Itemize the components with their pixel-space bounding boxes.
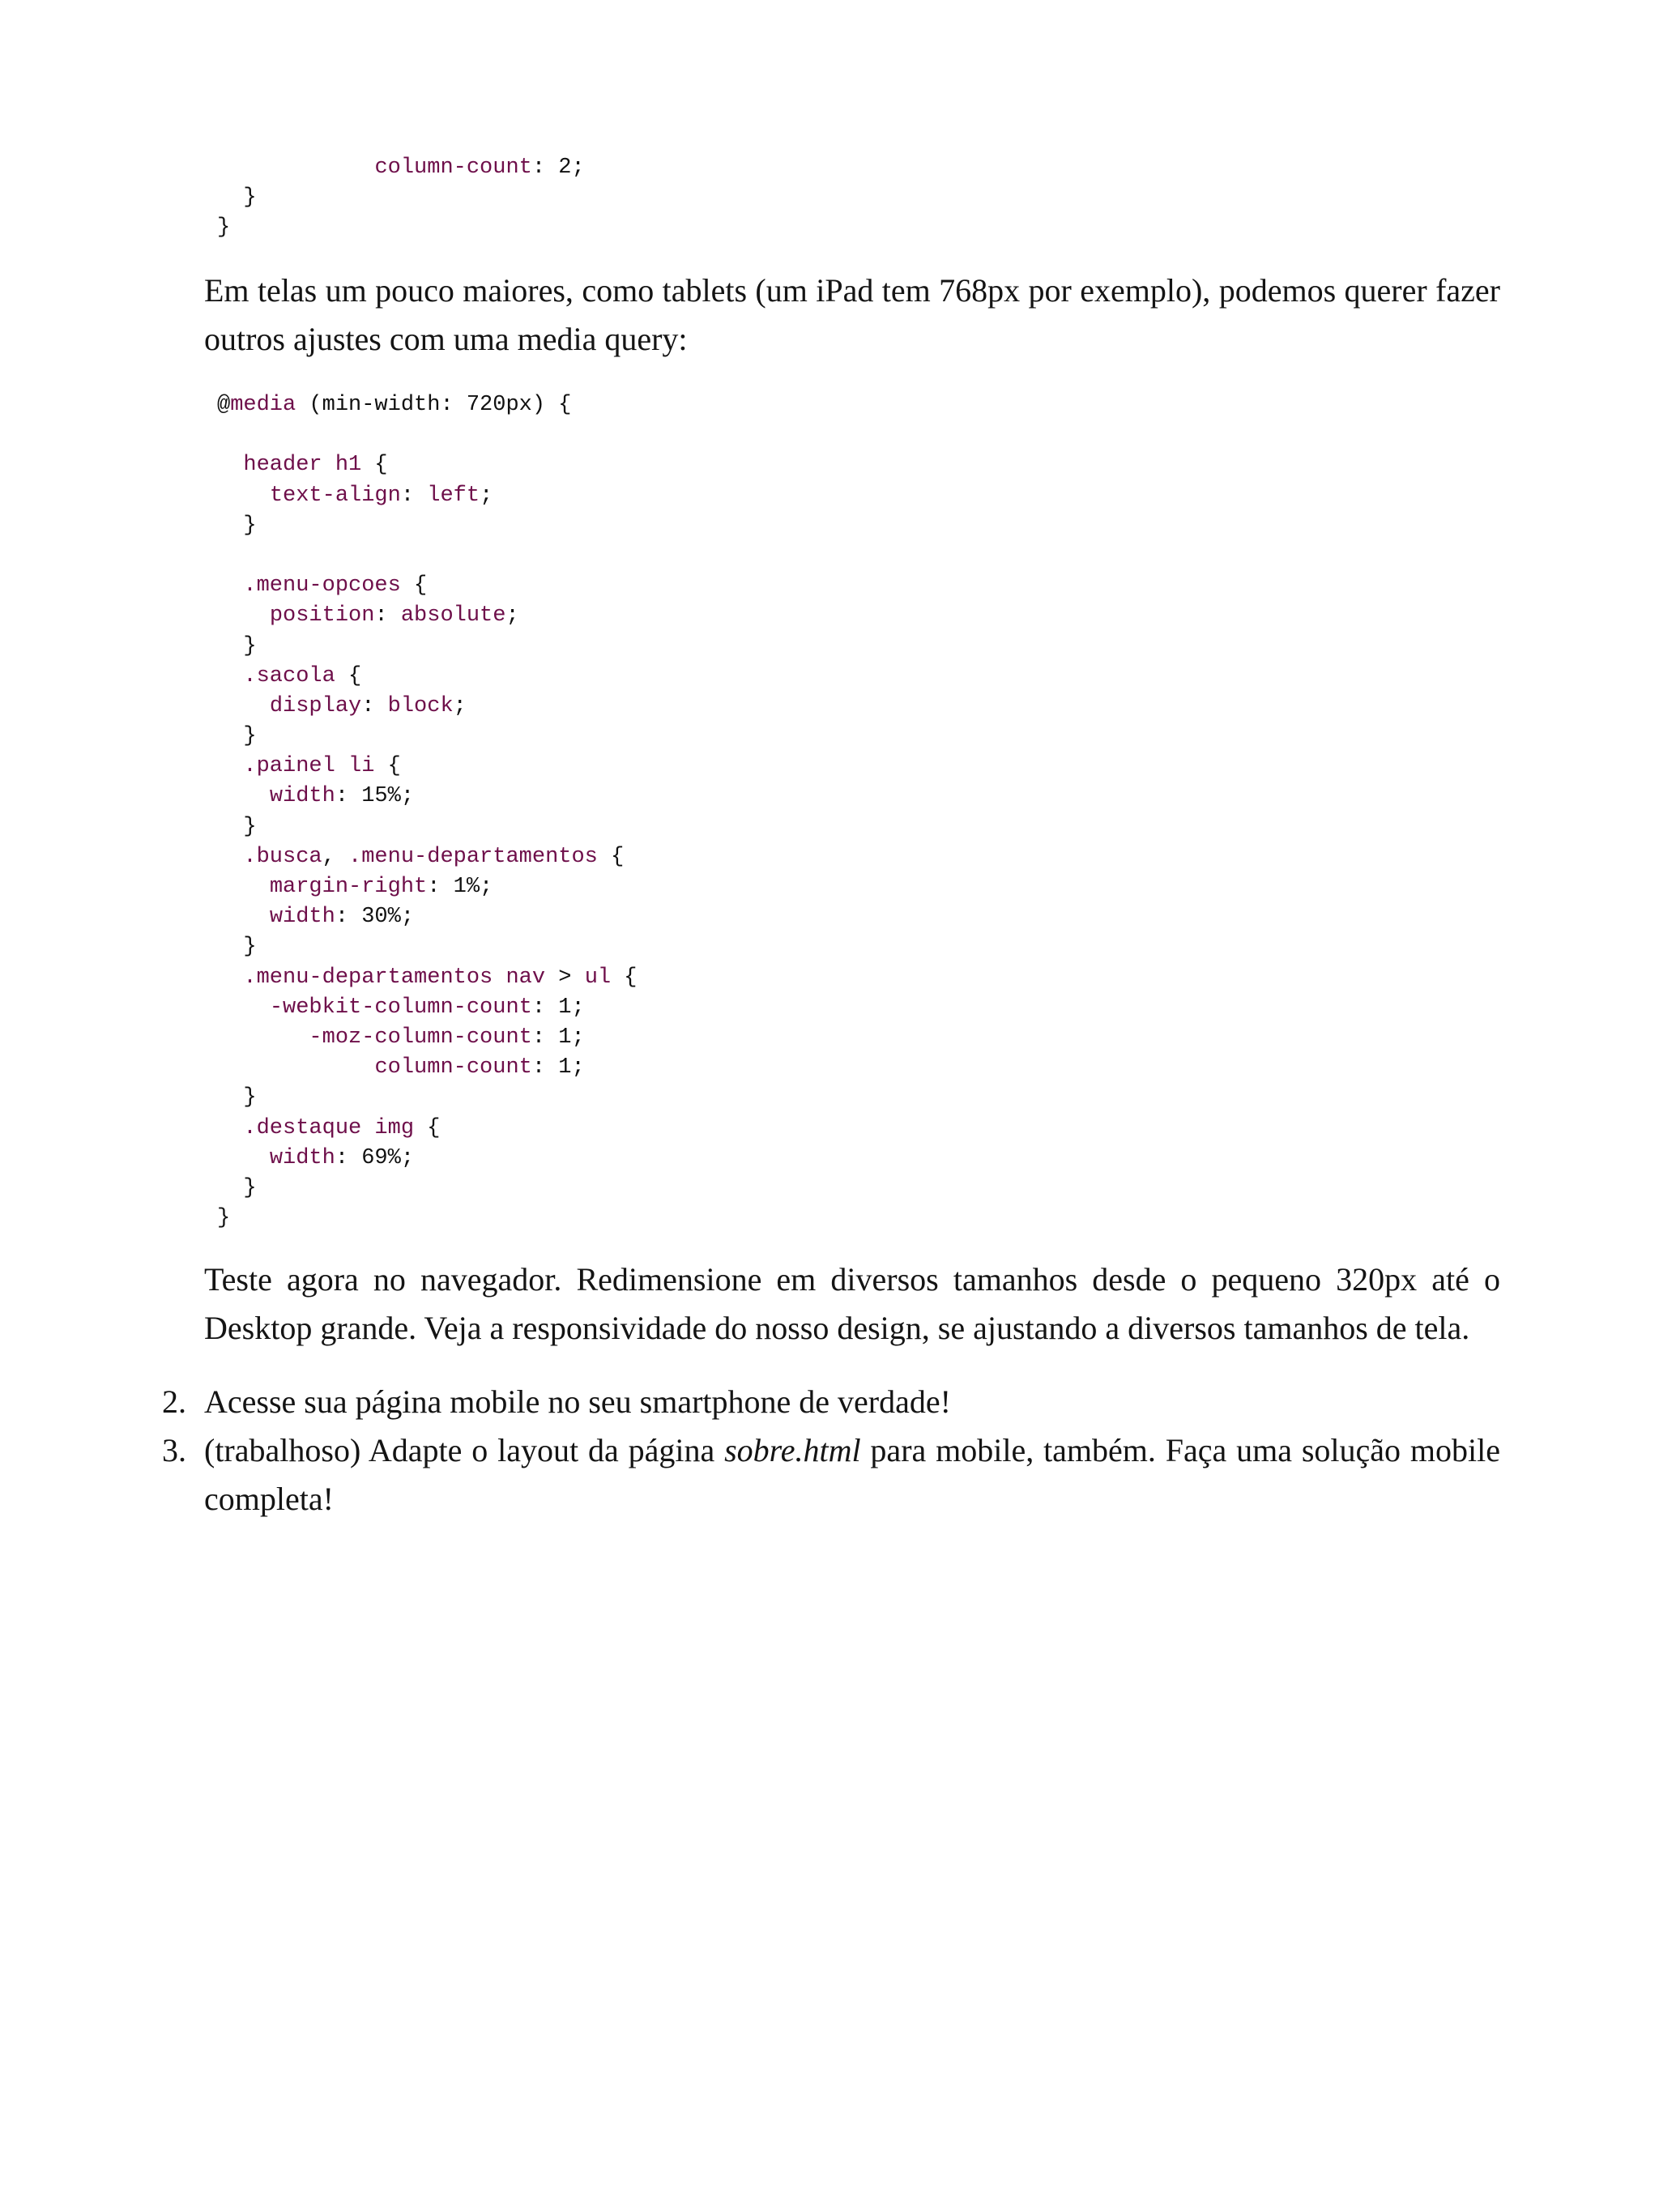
code-token: .destaque img <box>243 1115 415 1140</box>
code-token: position <box>269 603 375 629</box>
code-text: } <box>217 513 257 538</box>
code-token: .busca <box>243 844 322 869</box>
code-text <box>217 573 243 598</box>
code-token: text-align <box>269 483 401 508</box>
code-line <box>217 1174 638 1204</box>
code-text: : 69%; <box>335 1145 415 1170</box>
code-text <box>217 484 270 508</box>
code-line <box>217 752 638 782</box>
code-line <box>217 932 638 962</box>
code-line <box>217 183 585 213</box>
code-text <box>217 845 243 869</box>
code-token: width <box>269 1145 335 1170</box>
code-text: : <box>374 603 401 629</box>
code-text: : 30%; <box>335 905 415 930</box>
code-text: } <box>217 814 257 839</box>
code-text: > <box>545 965 585 990</box>
code-line <box>217 420 638 450</box>
code-line <box>217 842 638 872</box>
code-line <box>217 390 638 420</box>
code-line <box>217 902 638 932</box>
code-token: width <box>269 905 335 930</box>
code-text <box>217 156 374 180</box>
code-token: .painel li <box>243 754 375 779</box>
code-text: { <box>374 754 401 779</box>
list-item-number: 3. <box>162 1432 186 1468</box>
code-text: @ <box>217 393 231 417</box>
code-text <box>217 1146 270 1170</box>
code-line <box>217 1114 638 1144</box>
code-text: : 1%; <box>427 875 493 899</box>
code-text: : 1; <box>531 1055 585 1080</box>
code-text: , <box>322 844 349 869</box>
code-line <box>217 601 638 631</box>
list-item <box>162 1378 1500 1426</box>
code-text <box>217 995 270 1020</box>
code-token: absolute <box>400 603 506 629</box>
code-token: -webkit-column-count <box>269 995 532 1020</box>
code-text <box>217 603 270 628</box>
code-line <box>217 722 638 752</box>
code-token: column-count <box>374 1055 532 1080</box>
code-token: display <box>269 693 362 718</box>
code-text: : 15%; <box>335 784 415 809</box>
code-line <box>217 571 638 601</box>
code-text: : 1; <box>531 1025 585 1050</box>
code-text <box>217 1055 374 1080</box>
code-line <box>217 1053 638 1083</box>
code-token: .menu-departamentos <box>348 844 598 869</box>
code-text: { <box>335 663 362 688</box>
code-text <box>217 875 270 899</box>
code-line <box>217 632 638 662</box>
code-text: } <box>217 935 257 960</box>
code-text: { <box>400 573 428 599</box>
code-line <box>217 963 638 993</box>
code-line <box>217 993 638 1023</box>
code-text <box>217 754 243 778</box>
code-line <box>217 662 638 692</box>
code-block-media-query <box>217 390 638 1234</box>
code-text: } <box>217 724 257 749</box>
code-text: } <box>217 633 257 658</box>
code-text: { <box>414 1115 441 1140</box>
exercise-list <box>162 1378 1500 1524</box>
code-block-top <box>217 153 585 244</box>
code-line <box>217 1023 638 1053</box>
paragraph-test-browser: Teste agora no navegador. Redimensione em diversos tamanhos desde o pequeno 320px até o Desktop grande. Veja a responsividade do nosso design, se ajustando a diversos tamanhos de tela. <box>204 1261 1500 1346</box>
code-text: } <box>217 1175 257 1200</box>
code-line <box>217 1083 638 1113</box>
code-text: ; <box>480 483 493 508</box>
code-line <box>217 450 638 480</box>
code-text <box>217 694 270 718</box>
code-line <box>217 782 638 812</box>
code-line <box>217 511 638 541</box>
code-text <box>217 1116 243 1140</box>
code-text: ; <box>505 603 519 629</box>
code-text: } <box>217 215 231 241</box>
list-item-text-after: para mobile, também. Faça uma solução mobile completa! <box>204 1432 1500 1517</box>
code-text: : <box>361 693 388 718</box>
code-line <box>217 872 638 902</box>
code-line <box>217 213 585 243</box>
code-text <box>217 905 270 929</box>
code-text: (min-width: 720px) { <box>296 393 572 417</box>
code-token: block <box>387 693 454 718</box>
code-line <box>217 692 638 722</box>
code-text: { <box>611 965 638 990</box>
code-text <box>217 784 270 808</box>
code-text: : <box>400 483 428 508</box>
code-token: .sacola <box>243 663 335 688</box>
file-name-italic: sobre.html <box>724 1432 861 1468</box>
code-line <box>217 812 638 842</box>
code-token: -moz-column-count <box>309 1025 532 1050</box>
code-token: media <box>230 393 296 417</box>
code-token: margin-right <box>269 875 428 899</box>
code-text <box>217 453 243 477</box>
code-text: { <box>361 453 388 478</box>
code-line <box>217 1204 638 1234</box>
code-text: : 2; <box>531 156 585 180</box>
code-text <box>217 664 243 688</box>
code-text: } <box>217 1085 257 1110</box>
code-line <box>217 1144 638 1174</box>
code-text: { <box>597 844 625 869</box>
code-text <box>217 1025 309 1050</box>
code-token: left <box>427 483 480 508</box>
code-text: ; <box>453 693 467 718</box>
code-token: header h1 <box>243 453 362 478</box>
list-item <box>162 1426 1500 1524</box>
code-token: .menu-opcoes <box>243 573 401 599</box>
list-item-number: 2. <box>162 1383 186 1420</box>
code-line <box>217 541 638 571</box>
code-line <box>217 481 638 511</box>
code-line <box>217 153 585 183</box>
paragraph-tablets: Em telas um pouco maiores, como tablets (um iPad tem 768px por exemplo), podemos querer fazer outros ajustes com uma media query: <box>204 272 1500 357</box>
list-item-text-before: (trabalhoso) Adapte o layout da página <box>204 1432 725 1468</box>
code-token: column-count <box>374 156 532 180</box>
code-text: : 1; <box>531 995 585 1020</box>
code-text <box>217 965 243 990</box>
code-token: .menu-departamentos nav <box>243 965 546 990</box>
list-item-text: Acesse sua página mobile no seu smartphone de verdade! <box>204 1383 951 1420</box>
code-text: } <box>217 1206 231 1231</box>
code-token: width <box>269 784 335 809</box>
code-token: ul <box>584 965 612 990</box>
code-text: } <box>217 185 257 211</box>
